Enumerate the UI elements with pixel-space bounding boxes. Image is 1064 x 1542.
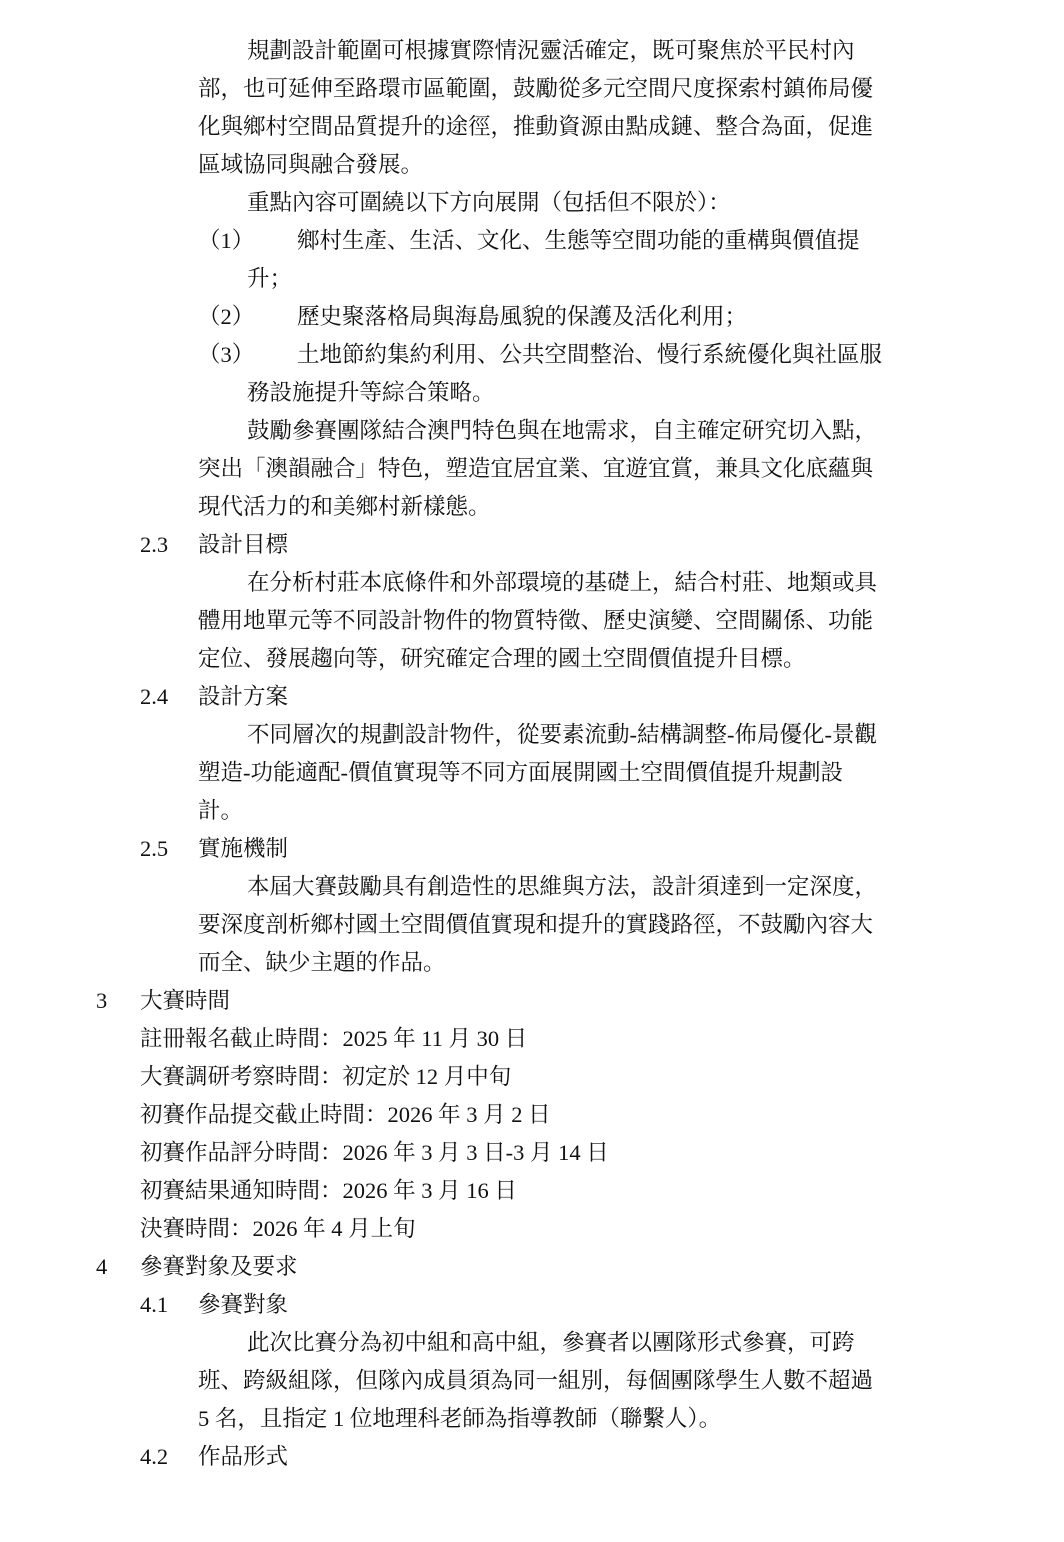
schedule-item: 大賽調研考察時間：初定於 12 月中旬 [140, 1064, 512, 1089]
section-body-line: 要深度剖析鄉村國土空間價值實現和提升的實踐路徑，不鼓勵內容大 [198, 912, 874, 937]
intro-p1-line: 部，也可延伸至路環市區範圍，鼓勵從多元空間尺度探索村鎮佈局優 [198, 76, 874, 101]
item-text: 務設施提升等綜合策略。 [247, 380, 495, 405]
section-body-line: 不同層次的規劃設計物件，從要素流動-結構調整-佈局優化-景觀 [247, 722, 877, 747]
section-heading: 作品形式 [198, 1444, 289, 1469]
item-marker: （1） [198, 228, 255, 253]
section-heading: 設計方案 [198, 684, 289, 709]
section-heading: 參賽對象及要求 [140, 1254, 298, 1279]
section-heading: 設計目標 [198, 532, 289, 557]
schedule-item: 初賽作品評分時間：2026 年 3 月 3 日-3 月 14 日 [140, 1140, 609, 1165]
schedule-item: 決賽時間：2026 年 4 月上旬 [140, 1216, 416, 1241]
intro-p1-line: 規劃設計範圍可根據實際情況靈活確定，既可聚焦於平民村內 [247, 38, 855, 63]
schedule-item: 註冊報名截止時間：2025 年 11 月 30 日 [140, 1026, 528, 1051]
section-body-line: 而全、缺少主題的作品。 [198, 950, 446, 975]
intro-p1-line: 區域協同與融合發展。 [198, 152, 424, 177]
section-body-line: 此次比賽分為初中組和高中組，參賽者以團隊形式參賽，可跨 [247, 1330, 855, 1355]
intro-p3-line: 突出「澳韻融合」特色，塑造宜居宜業、宜遊宜賞，兼具文化底蘊與 [198, 456, 874, 481]
schedule-item: 初賽結果通知時間：2026 年 3 月 16 日 [140, 1178, 517, 1203]
section-heading: 參賽對象 [198, 1292, 289, 1317]
section-number: 4 [96, 1254, 108, 1279]
section-number: 2.4 [140, 684, 169, 709]
schedule-item: 初賽作品提交截止時間：2026 年 3 月 2 日 [140, 1102, 551, 1127]
section-number: 2.3 [140, 532, 169, 557]
intro-p2: 重點內容可圍繞以下方向展開（包括但不限於）： [247, 190, 731, 215]
section-heading: 大賽時間 [140, 988, 231, 1013]
section-body-line: 在分析村莊本底條件和外部環境的基礎上，結合村莊、地類或具 [247, 570, 878, 595]
item-text: 土地節約集約利用、公共空間整治、慢行系統優化與社區服 [297, 342, 883, 367]
section-body-line: 班、跨級組隊，但隊內成員須為同一組別，每個團隊學生人數不超過 [198, 1368, 874, 1393]
section-number: 3 [96, 988, 108, 1013]
section-number: 2.5 [140, 836, 169, 861]
section-body-line: 體用地單元等不同設計物件的物質特徵、歷史演變、空間關係、功能 [198, 608, 874, 633]
section-body-line: 塑造-功能適配-價值實現等不同方面展開國土空間價值提升規劃設 [198, 760, 843, 785]
section-body-line: 5 名，且指定 1 位地理科老師為指導教師（聯繫人）。 [198, 1406, 722, 1431]
intro-p3-line: 鼓勵參賽團隊結合澳門特色與在地需求，自主確定研究切入點， [247, 418, 878, 443]
item-text: 鄉村生產、生活、文化、生態等空間功能的重構與價值提 [297, 228, 860, 253]
section-body-line: 定位、發展趨向等，研究確定合理的國土空間價值提升目標。 [198, 646, 806, 671]
intro-p1-line: 化與鄉村空間品質提升的途徑，推動資源由點成鏈、整合為面，促進 [198, 114, 874, 139]
section-number: 4.2 [140, 1444, 169, 1469]
item-text: 歷史聚落格局與海島風貌的保護及活化利用； [297, 304, 748, 329]
section-body-line: 計。 [198, 798, 244, 823]
item-text: 升； [247, 266, 293, 291]
item-marker: （3） [198, 342, 255, 367]
section-body-line: 本屆大賽鼓勵具有創造性的思維與方法，設計須達到一定深度， [247, 874, 878, 899]
item-marker: （2） [198, 304, 255, 329]
section-heading: 實施機制 [198, 836, 289, 861]
intro-p3-line: 現代活力的和美鄉村新樣態。 [198, 494, 491, 519]
section-number: 4.1 [140, 1292, 169, 1317]
